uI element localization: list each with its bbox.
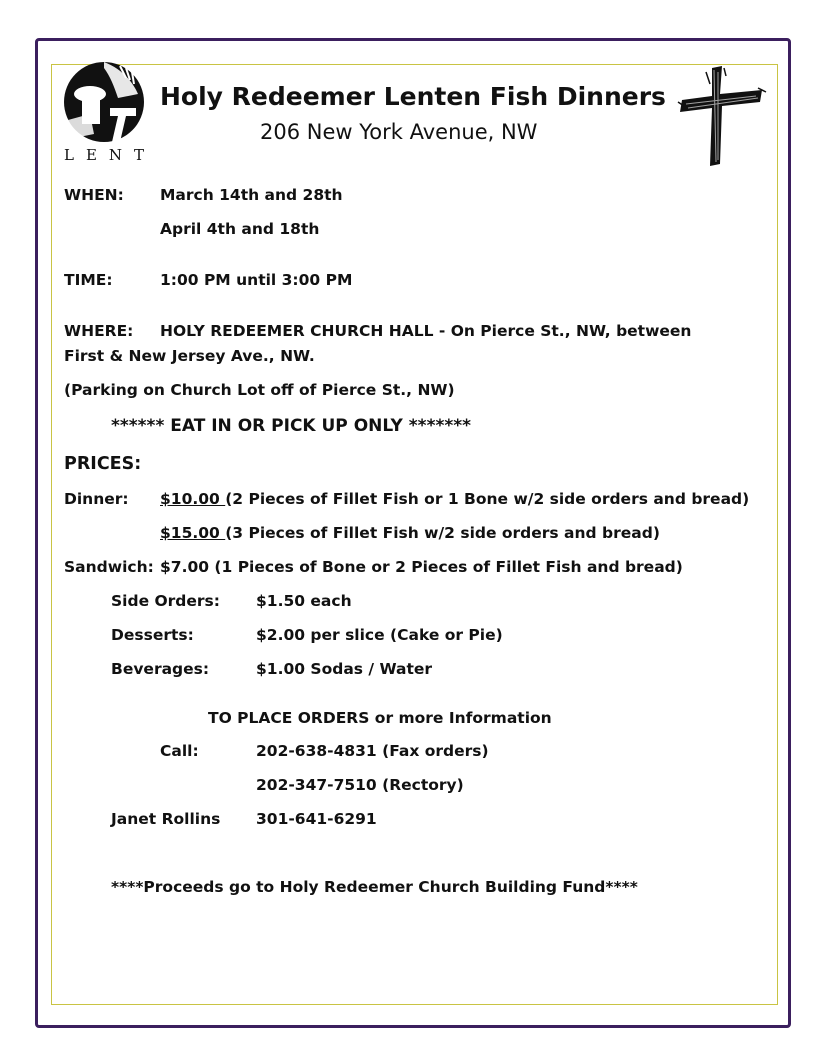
page-title: Holy Redeemer Lenten Fish Dinners [160,82,666,111]
desserts-label: Desserts: [111,626,194,644]
prices-heading: PRICES: [64,454,142,474]
contact-phone: 301-641-6291 [256,810,377,828]
beverages-value: $1.00 Sodas / Water [256,660,433,678]
call-label: Call: [160,742,199,760]
parking-note: (Parking on Church Lot off of Pierce St., NW) [64,381,455,399]
side-orders-label: Side Orders: [111,592,220,610]
dinner-2-desc: (3 Pieces of Fillet Fish w/2 side orders and bread) [225,524,660,542]
time-value: 1:00 PM until 3:00 PM [160,271,353,289]
where-line-2: First & New Jersey Ave., NW. [64,347,315,365]
when-date-2: April 4th and 18th [160,220,320,238]
desserts-value: $2.00 per slice (Cake or Pie) [256,626,503,644]
address: 206 New York Avenue, NW [260,120,538,144]
proceeds-footer: ****Proceeds go to Holy Redeemer Church Building Fund**** [111,878,638,896]
dinner-2-price: $15.00 [160,524,226,542]
where-line-1: HOLY REDEEMER CHURCH HALL - On Pierce St., NW, between [160,322,692,340]
phone-rectory: 202-347-7510 (Rectory) [256,776,464,794]
dinner-option-1 [160,490,749,508]
where-label: WHERE: [64,322,134,340]
when-label: WHEN: [64,186,124,204]
logo-text: LENT [64,146,157,164]
dinner-1-price: $10.00 [160,490,226,508]
eat-in-banner: ****** EAT IN OR PICK UP ONLY ******* [111,416,472,436]
lent-logo [60,58,157,170]
dinner-1-desc: (2 Pieces of Fillet Fish or 1 Bone w/2 side orders and bread) [225,490,750,508]
sandwich-label: Sandwich: [64,558,154,576]
orders-heading-bold: TO PLACE ORDERS [208,709,370,727]
dinner-option-2 [160,524,660,542]
beverages-label: Beverages: [111,660,210,678]
dinner-label: Dinner: [64,490,129,508]
orders-heading [208,709,552,727]
phone-fax: 202-638-4831 (Fax orders) [256,742,489,760]
cross-icon [676,64,768,170]
orders-heading-rest: or more Information [369,709,552,727]
side-orders-value: $1.50 each [256,592,352,610]
time-label: TIME: [64,271,113,289]
when-date-1: March 14th and 28th [160,186,343,204]
sandwich-value: $7.00 (1 Pieces of Bone or 2 Pieces of Fillet Fish and bread) [160,558,683,576]
contact-name: Janet Rollins [111,810,221,828]
